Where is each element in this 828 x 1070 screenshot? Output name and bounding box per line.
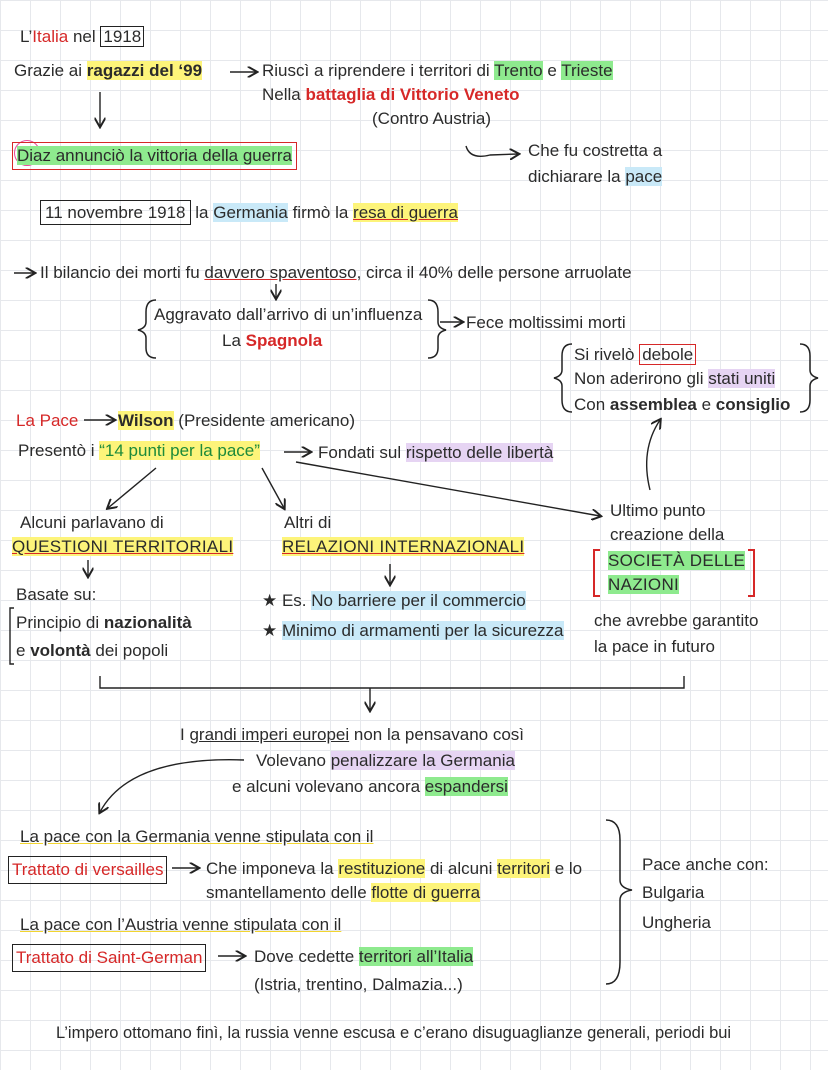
ultimo-punto: Ultimo punto	[610, 501, 706, 520]
novembre-line: 11 novembre 1918 la Germania firmò la resa di guerra	[40, 202, 458, 224]
year-box: 1918	[100, 26, 144, 47]
arrow-curve-germania	[100, 760, 244, 812]
arrow-alcuni	[108, 468, 156, 508]
che-avrebbe: che avrebbe garantito	[594, 611, 759, 630]
principio-line: Principio di nazionalità	[16, 613, 192, 632]
societa-line2: NAZIONI	[608, 575, 680, 594]
creazione-della: creazione della	[610, 525, 725, 544]
la-pace: La Pace	[16, 411, 79, 430]
minimo-line: ★ Minimo di armamenti per la sicurezza	[262, 621, 564, 640]
arrow-up-societa	[647, 420, 660, 490]
bulgaria: Bulgaria	[642, 883, 705, 902]
impero-ottomano-line: L’impero ottomano finì, la russia venne escusa e c’erano disuguaglianze generali, periodi bui	[56, 1024, 732, 1042]
riusci-line: Riuscì a riprendere i territori di Trento e Trieste	[262, 61, 613, 80]
alcuni-parlavano: Alcuni parlavano di	[20, 513, 164, 532]
dichiarare-line: dichiarare la pace	[528, 167, 663, 186]
pace-futuro: la pace in futuro	[594, 637, 715, 656]
spagnola-line: La Spagnola	[222, 331, 323, 350]
diaz-box: Diaz annunciò la vittoria della guerra	[12, 142, 297, 170]
grandi-imperi-line: I grandi imperi europei non la pensavano così	[180, 725, 525, 744]
aggravato: Aggravato dall’arrivo di un’influenza	[154, 305, 423, 324]
fondati-line: Fondati sul rispetto delle libertà	[318, 443, 554, 462]
non-aderirono: Non aderirono gli stati uniti	[574, 369, 776, 388]
istria-line: (Istria, trentino, Dalmazia...)	[254, 975, 463, 994]
bilancio-line: Il bilancio dei morti fu davvero spaventoso, circa il 40% delle persone arruolate	[40, 263, 632, 282]
volonta-line: e volontà dei popoli	[16, 641, 169, 660]
basate-su: Basate su:	[16, 585, 97, 604]
con-assemblea: Con assemblea e consiglio	[574, 395, 791, 414]
pace-austria-line: La pace con l’Austria venne stipulata con il	[20, 915, 342, 934]
grazie-line: Grazie ai ragazzi del ‘99	[14, 61, 203, 80]
pace-anche-con: Pace anche con:	[642, 855, 769, 874]
presento-line: Presentò i “14 punti per la pace”	[18, 441, 260, 460]
saint-german-box: Trattato di Saint-German	[12, 944, 206, 972]
che-imponeva-line: Che imponeva la restituzione di alcuni territori e lo	[206, 859, 583, 878]
wilson-line: Wilson (Presidente americano)	[118, 411, 355, 430]
versailles-box: Trattato di versailles	[8, 856, 167, 884]
nella-line: Nella battaglia di Vittorio Veneto	[262, 85, 520, 104]
bracket-bottom	[100, 676, 684, 688]
relazioni-internazionali: RELAZIONI INTERNAZIONALI	[282, 537, 525, 556]
questioni-territoriali: QUESTIONI TERRITORIALI	[12, 537, 234, 556]
arrow-altri	[262, 468, 284, 508]
volevano-line: Volevano penalizzare la Germania	[256, 751, 515, 770]
title-line: L’Italia nel 1918	[20, 26, 144, 48]
dove-cedette-line: Dove cedette territori all’Italia	[254, 947, 474, 966]
es-line: ★ Es. No barriere per il commercio	[262, 591, 526, 610]
alcuni-volevano-line: e alcuni volevano ancora espandersi	[232, 777, 508, 796]
altri-di: Altri di	[284, 513, 332, 532]
date-box: 11 novembre 1918	[40, 200, 191, 225]
smantellamento-line: smantellamento delle flotte di guerra	[206, 883, 481, 902]
che-fu: Che fu costretta a	[528, 141, 663, 160]
ungheria: Ungheria	[642, 913, 711, 932]
contro-austria: (Contro Austria)	[372, 109, 492, 128]
fece-morti: Fece moltissimi morti	[466, 313, 626, 332]
pace-germania-line: La pace con la Germania venne stipulata con il	[20, 827, 374, 846]
arrow-ultimo	[296, 462, 600, 516]
si-rivelo: Si rivelò debole	[574, 344, 696, 366]
arrow-curve-pace	[466, 146, 518, 156]
societa-line1: SOCIETÀ DELLE	[608, 551, 746, 570]
